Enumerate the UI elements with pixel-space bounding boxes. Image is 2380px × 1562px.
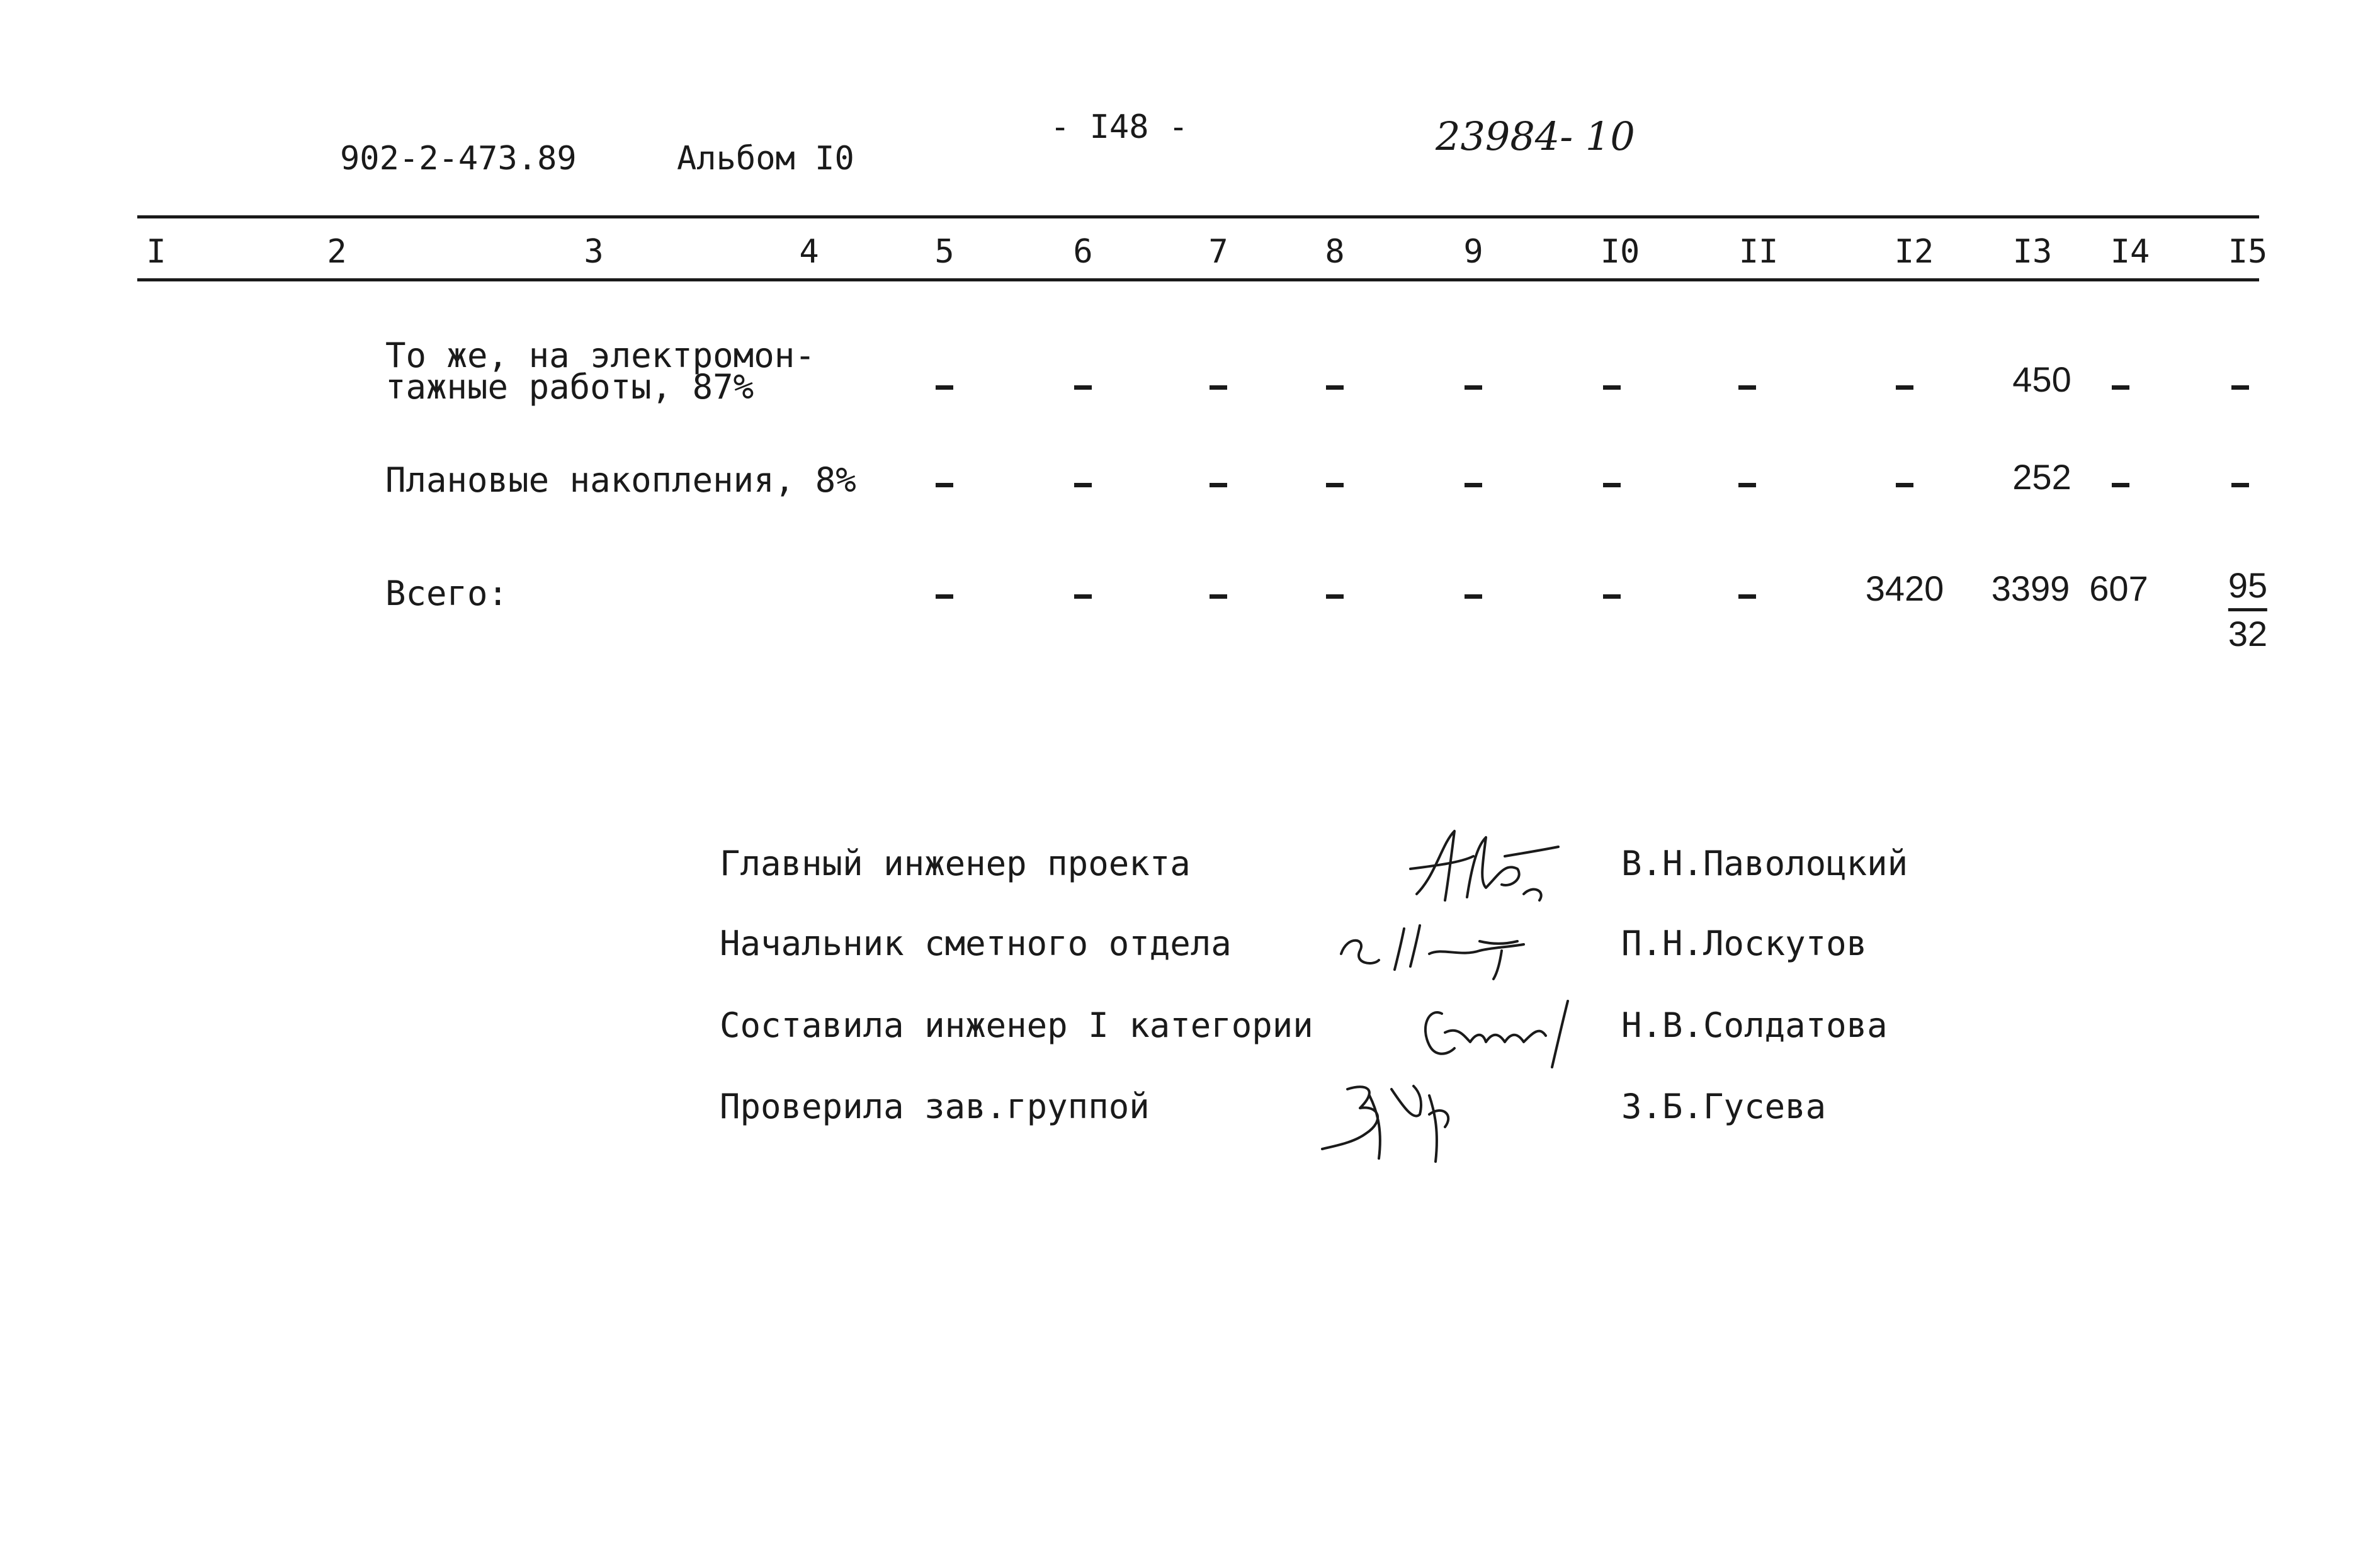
row-description: То же, на электромон- тажные работы, 87% (385, 336, 815, 407)
empty-cell-dash (1326, 594, 1344, 599)
column-number: 5 (934, 233, 955, 271)
empty-cell-dash (1738, 594, 1756, 599)
empty-cell-dash (1738, 385, 1756, 390)
empty-cell-dash (1326, 483, 1344, 487)
empty-cell-dash (2231, 483, 2249, 487)
empty-cell-dash (2231, 385, 2249, 390)
signature-name: В.Н.Паволоцкий (1621, 844, 1908, 883)
empty-cell-dash (1465, 594, 1482, 599)
album-label: Альбом I0 (677, 140, 854, 178)
column-number: 2 (327, 233, 347, 271)
fraction-numerator: 95 (2228, 565, 2267, 611)
column-number: 7 (1208, 233, 1228, 271)
column-number: 3 (584, 233, 604, 271)
signature-name: З.Б.Гусева (1621, 1087, 1827, 1126)
fraction-cell (2228, 565, 2267, 654)
handwritten-signature (1410, 988, 1587, 1070)
signature-role: Составила инженер I категории (720, 1005, 1313, 1045)
empty-cell-dash (1465, 483, 1482, 487)
handwritten-signature (1335, 916, 1561, 985)
empty-cell-dash (936, 483, 953, 487)
table-top-rule (137, 215, 2259, 218)
column-number: 9 (1463, 233, 1483, 271)
empty-cell-dash (1603, 483, 1621, 487)
column-number: II (1738, 233, 1779, 271)
empty-cell-dash (1603, 594, 1621, 599)
column-number: 4 (799, 233, 819, 271)
value-cell: 3420 (1865, 569, 1944, 608)
empty-cell-dash (1465, 385, 1482, 390)
signature-name: П.Н.Лоскутов (1621, 924, 1867, 963)
column-number: I (146, 233, 166, 271)
fraction-denominator: 32 (2228, 614, 2268, 654)
table-header-rule (137, 278, 2259, 281)
value-cell: 607 (2089, 569, 2148, 608)
signature-role: Проверила зав.группой (720, 1087, 1150, 1126)
value-cell: 252 (2012, 457, 2071, 497)
empty-cell-dash (1074, 594, 1092, 599)
empty-cell-dash (1074, 385, 1092, 390)
column-number: 8 (1325, 233, 1345, 271)
empty-cell-dash (1074, 483, 1092, 487)
page-number: - I48 - (1050, 108, 1189, 146)
value-cell: 450 (2012, 359, 2071, 399)
empty-cell-dash (2112, 385, 2129, 390)
column-number: I4 (2110, 233, 2150, 271)
empty-cell-dash (1896, 385, 1913, 390)
value-cell: 3399 (1991, 569, 2070, 608)
empty-cell-dash (1896, 483, 1913, 487)
signature-role: Главный инженер проекта (720, 844, 1191, 883)
row-description: Плановые накопления, 8% (385, 460, 856, 500)
empty-cell-dash (1210, 483, 1227, 487)
empty-cell-dash (1326, 385, 1344, 390)
handwritten-signature (1398, 818, 1561, 913)
empty-cell-dash (936, 594, 953, 599)
column-number: I5 (2228, 233, 2268, 271)
column-number: 6 (1073, 233, 1093, 271)
signature-role: Начальник сметного отдела (720, 924, 1232, 963)
column-number: I3 (2012, 233, 2053, 271)
empty-cell-dash (936, 385, 953, 390)
empty-cell-dash (1210, 385, 1227, 390)
signature-name: Н.В.Солдатова (1621, 1005, 1888, 1045)
empty-cell-dash (1738, 483, 1756, 487)
empty-cell-dash (1210, 594, 1227, 599)
empty-cell-dash (2112, 483, 2129, 487)
row-description: Всего: (385, 574, 509, 613)
column-number: I0 (1600, 233, 1640, 271)
handwritten-signature (1310, 1070, 1473, 1171)
handwritten-inventory-number: 23984- 10 (1436, 113, 1635, 159)
empty-cell-dash (1603, 385, 1621, 390)
column-number: I2 (1894, 233, 1934, 271)
document-code: 902-2-473.89 (340, 140, 577, 178)
